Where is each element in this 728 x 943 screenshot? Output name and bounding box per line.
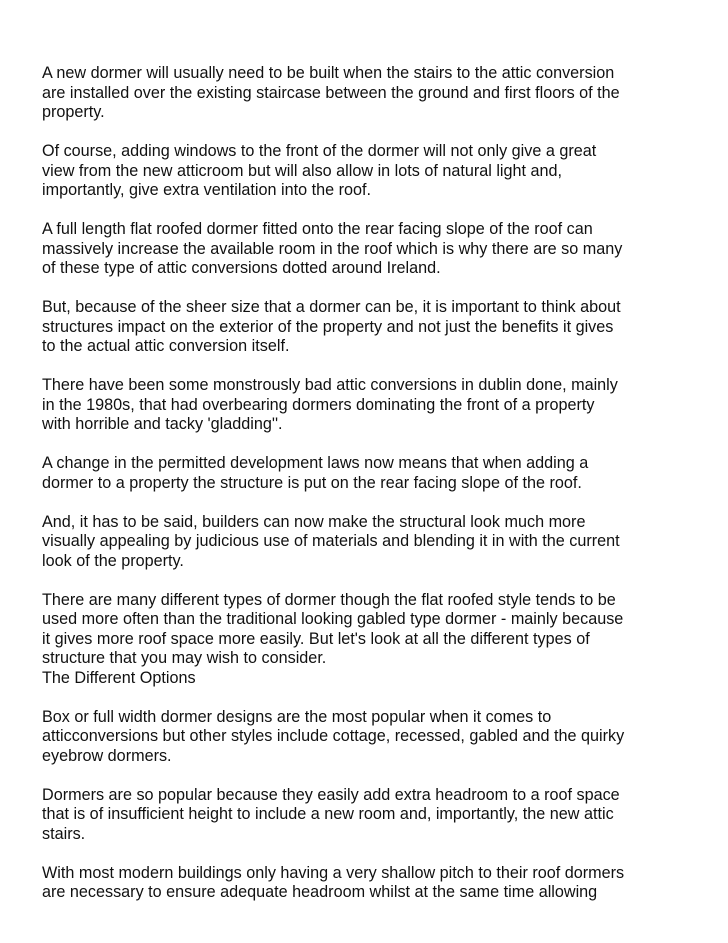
document-page (42, 64, 702, 903)
text-line: A change in the permitted development laws now means that when adding a (42, 454, 589, 472)
paragraph-8 (42, 591, 702, 689)
text-line: structure that you may wish to consider. (42, 649, 327, 667)
text-line: structures impact on the exterior of the property and not just the benefits it gives (42, 317, 614, 336)
text-line: atticconversions but other styles include cottage, recessed, gabled and the quirky (42, 727, 625, 745)
paragraph-4 (42, 298, 702, 357)
paragraph-6 (42, 454, 702, 493)
text-line: used more often than the traditional looking gabled type dormer - mainly because (42, 610, 624, 628)
text-line: A new dormer will usually need to be built when the stairs to the attic conversion (42, 64, 615, 82)
paragraph-2 (42, 142, 702, 201)
text-line: importantly, give extra ventilation into the roof. (42, 181, 372, 199)
text-line: Of course, adding windows to the front of the dormer will not only give a great (42, 142, 597, 160)
text-line: A full length flat roofed dormer fitted onto the rear facing slope of the roof can (42, 220, 593, 238)
text-line: property. (42, 103, 105, 121)
text-line: with horrible and tacky 'gladding''. (42, 415, 283, 433)
text-line: it gives more roof space more easily. But let's look at all the different types of (42, 629, 590, 648)
text-line: to the actual attic conversion itself. (42, 337, 290, 355)
text-line: massively increase the available room in the roof which is why there are so many (42, 239, 623, 258)
paragraph-9 (42, 708, 702, 767)
text-line: Box or full width dormer designs are the most popular when it comes to (42, 707, 552, 726)
text-line: in the 1980s, that had overbearing dormers dominating the front of a property (42, 395, 595, 414)
text-line: are installed over the existing staircase between the ground and first floors of the (42, 83, 620, 102)
paragraph-3 (42, 220, 702, 279)
paragraph-5 (42, 376, 702, 435)
text-line: are necessary to ensure adequate headroom whilst at the same time allowing (42, 883, 598, 901)
text-line: Dormers are so popular because they easily add extra headroom to a roof space (42, 785, 620, 804)
text-line: view from the new atticroom but will also allow in lots of natural light and, (42, 161, 563, 180)
text-line: that is of insufficient height to include a new room and, importantly, the new attic (42, 805, 614, 823)
text-line: With most modern buildings only having a very shallow pitch to their roof dormers (42, 863, 625, 882)
text-line: stairs. (42, 824, 86, 843)
text-line: There have been some monstrously bad attic conversions in dublin done, mainly (42, 376, 618, 394)
text-line: look of the property. (42, 551, 184, 570)
paragraph-1 (42, 64, 702, 123)
text-line: of these type of attic conversions dotted around Ireland. (42, 259, 441, 277)
paragraph-11 (42, 864, 702, 903)
text-line: visually appealing by judicious use of materials and blending it in with the current (42, 532, 620, 550)
text-line: eyebrow dormers. (42, 746, 172, 765)
text-line: And, it has to be said, builders can now make the structural look much more (42, 512, 586, 531)
text-line: There are many different types of dormer though the flat roofed style tends to be (42, 590, 616, 609)
text-line: But, because of the sheer size that a dormer can be, it is important to think about (42, 298, 621, 316)
section-heading: The Different Options (42, 668, 196, 687)
text-line: dormer to a property the structure is put on the rear facing slope of the roof. (42, 473, 582, 492)
paragraph-7 (42, 513, 702, 572)
paragraph-10 (42, 786, 702, 845)
